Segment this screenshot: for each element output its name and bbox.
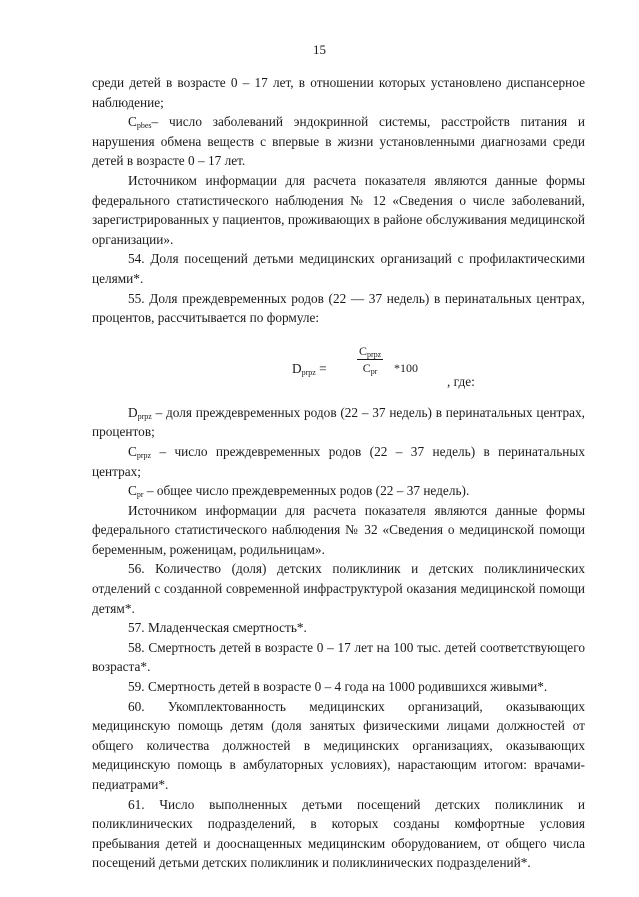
paragraph-item-54: 54. Доля посещений детьми медицинских организаций с профилактическими целями*. [92, 251, 585, 286]
paragraph-item-61: 61. Число выполненных детьми посещений детских поликлиник и поликлинических подразделений, в которых созданы комфортные условия пребывания детей и дооснащенных медицинским оборудованием, от общего числа посещений детьми детских поликлиник и поликлинических подразделений*. [92, 796, 585, 871]
paragraph-item-56: 56. Количество (доля) детских поликлиник и детских поликлинических отделений с созданной современной инфраструктурой оказания медицинской помощи детям*. [92, 561, 585, 616]
cpbes-text: – число заболеваний эндокринной системы, расстройств питания и нарушения обмена веществ с впервые в жизни установленными диагнозами среди детей в возрасте 0 – 17 лет. [92, 114, 585, 169]
definition-cpr: $C_{pr}$ – общее число преждевременных родов (22 – 37 недель). [128, 483, 470, 500]
formula-lhs: $D_{prpz}$ = [292, 360, 327, 377]
formula-multiplier: *100 [394, 360, 418, 375]
paragraph-continuation: среди детей в возрасте 0 – 17 лет, в отношении которых установлено диспансерное наблюдение; [92, 75, 585, 110]
paragraph-item-57: 57. Младенческая смертность*. [128, 620, 307, 636]
cpbes-symbol: $C_{pbes}$ [128, 114, 152, 131]
definition-dprpz: $D_{prpz}$ – доля преждевременных родов (22 – 37 недель) в перинатальных центрах, процентов; [92, 404, 585, 440]
definition-cprpz: $C_{prpz}$ – число преждевременных родов (22 – 37 недель) в перинатальных центрах; [92, 443, 585, 479]
paragraph-item-55: 55. Доля преждевременных родов (22 — 37 недель) в перинатальных центрах, процентов, рассчитывается по формуле: [92, 290, 585, 326]
formula-numerator: $C_{prpz}$ [359, 343, 382, 359]
paragraph-item-60: 60. Укомплектованность медицинских организаций, оказывающих медицинскую помощь детям (доля занятых физическими лицами должностей от общего количества должностей в медицинских организациях, оказывающих медицинскую помощь в амбулаторных условиях), нарастающим итогом: врачами-педиатрами*. [92, 698, 585, 792]
page-number: 15 [313, 42, 326, 57]
formula-trailing-text: , где: [447, 373, 475, 389]
paragraph-cpbes-definition [92, 112, 585, 171]
formula-fraction [357, 343, 383, 376]
paragraph-source-form-12: Источником информации для расчета показателя являются данные формы федерального статистического наблюдения № 12 «Сведения о числе заболеваний, зарегистрированных у пациентов, проживающих в районе обслуживания медицинской организации». [92, 172, 585, 247]
paragraph-item-59: 59. Смертность детей в возрасте 0 – 4 года на 1000 родившихся живыми*. [128, 679, 548, 695]
paragraph-item-58: 58. Смертность детей в возрасте 0 – 17 лет на 100 тыс. детей соответствующего возраста*. [92, 639, 585, 675]
formula-dprpz [92, 343, 585, 393]
paragraph-source-form-32: Источником информации для расчета показателя являются данные формы федерального статистического наблюдения № 32 «Сведения о медицинской помощи беременным, роженицам, родильницам». [92, 502, 585, 557]
document-body [92, 73, 585, 873]
formula-denominator: $C_{pr}$ [362, 360, 378, 376]
